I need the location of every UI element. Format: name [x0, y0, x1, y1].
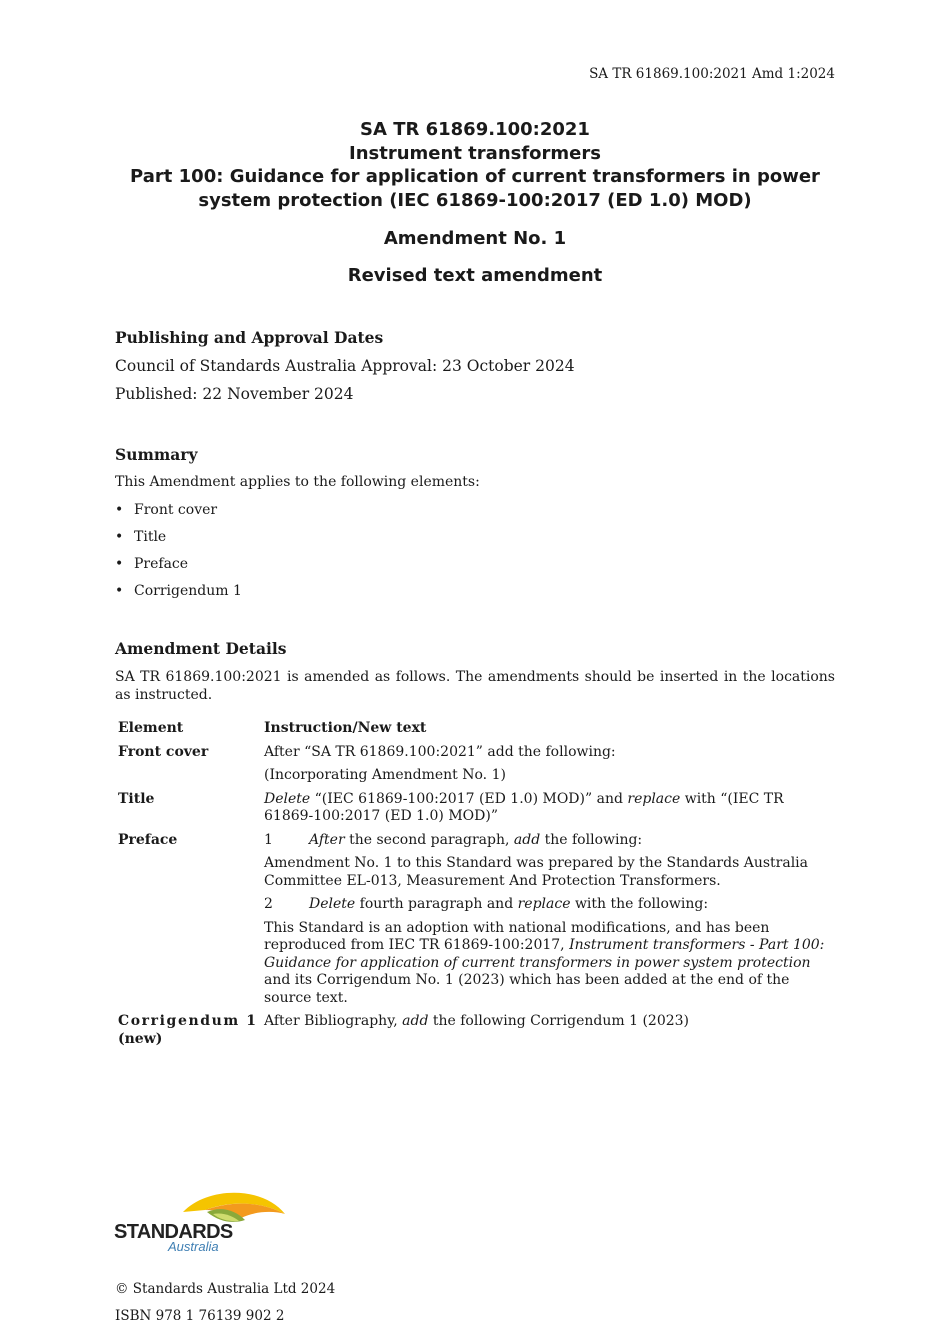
details-intro: SA TR 61869.100:2021 is amended as follows. The amendments should be inserted in the locations as instructed.	[115, 669, 835, 703]
title-part-line-2: system protection (IEC 61869-100:2017 (ED 1.0) MOD)	[198, 189, 752, 211]
preface-item-2	[261, 894, 837, 918]
preface-item-1-end: the following:	[540, 831, 643, 848]
list-item: • Title	[115, 527, 242, 554]
preface-item-2-end: with the following:	[570, 896, 709, 912]
copyright: © Standards Australia Ltd 2024	[115, 1281, 336, 1297]
title-series: Instrument transformers	[349, 142, 601, 164]
summary-intro: This Amendment applies to the following elements:	[115, 474, 480, 490]
amendment-table	[115, 718, 837, 1052]
after-keyword: After	[309, 831, 345, 848]
amendment-type: Revised text amendment	[347, 265, 603, 286]
delete-keyword: Delete	[264, 790, 311, 807]
title-instruction-end: with “(IEC TR 61869-100:2017 (ED 1.0) MOD)”	[264, 790, 784, 824]
preface-item-1-middle: the second paragraph,	[344, 831, 514, 848]
preface-item-2-text	[261, 918, 837, 1012]
approval-date: Council of Standards Australia Approval: 23 October 2024	[115, 357, 575, 375]
list-item: • Corrigendum 1	[115, 581, 242, 608]
header-reference: SA TR 61869.100:2021 Amd 1:2024	[589, 66, 835, 82]
add-keyword: add	[513, 831, 541, 848]
table-row	[115, 789, 837, 830]
corrigendum-instruction-b: the following Corrigendum 1 (2023)	[428, 1013, 690, 1029]
preface-item-2-text-b: and its Corrigendum No. 1 (2023) which has been added at the end of the source text.	[264, 972, 790, 1006]
front-cover-text: (Incorporating Amendment No. 1)	[264, 767, 506, 783]
title-block	[115, 118, 835, 286]
amendment-number: Amendment No. 1	[383, 228, 567, 249]
preface-item-1-text: Amendment No. 1 to this Standard was prepared by the Standards Australia Committee EL-013, Measurement And Protection Transformers.	[264, 855, 809, 889]
preface-item-2-middle: fourth paragraph and	[355, 896, 518, 912]
list-item: • Front cover	[115, 500, 242, 527]
isbn: ISBN 978 1 76139 902 2	[115, 1308, 285, 1324]
table-row	[115, 830, 837, 854]
summary-heading: Summary	[115, 445, 198, 464]
corrigendum-new-label: (new)	[118, 1030, 163, 1047]
corrigendum-instruction-a: After Bibliography,	[264, 1013, 403, 1029]
element-title: Title	[118, 790, 155, 807]
logo-word-australia: Australia	[168, 1239, 219, 1254]
title-part-line-1: Part 100: Guidance for application of current transformers in power	[130, 166, 820, 187]
item-number: 1	[264, 831, 273, 848]
element-front-cover: Front cover	[118, 743, 209, 760]
replace-keyword: replace	[627, 790, 681, 807]
title-standard-number: SA TR 61869.100:2021	[360, 119, 590, 140]
element-preface: Preface	[118, 831, 178, 848]
preface-item-1	[261, 830, 837, 854]
table-header-row	[115, 718, 837, 742]
item-number: 2	[264, 896, 273, 912]
column-header-element: Element	[118, 720, 184, 736]
published-date: Published: 22 November 2024	[115, 385, 354, 403]
element-corrigendum	[115, 1011, 261, 1052]
replace-keyword: replace	[517, 896, 571, 912]
preface-item-2-text-a: This Standard is an adoption with national modifications, and has been reproduced from IEC TR 61869-100:2017,	[264, 919, 770, 953]
title-instruction-middle: “(IEC 61869-100:2017 (ED 1.0) MOD)” and	[310, 790, 628, 807]
standards-australia-logo	[113, 1188, 288, 1254]
title-instruction	[261, 789, 837, 830]
logo-word-standards: STANDARDS	[114, 1221, 233, 1243]
front-cover-instruction: After “SA TR 61869.100:2021” add the following:	[264, 743, 616, 760]
details-heading: Amendment Details	[115, 639, 287, 658]
table-row	[115, 742, 837, 766]
source-title: Instrument transformers - Part 100: Guidance for application of current transformers in power system protection	[264, 937, 825, 971]
table-row	[115, 1011, 837, 1052]
list-item: • Preface	[115, 554, 242, 581]
delete-keyword: Delete	[309, 896, 356, 912]
dates-heading: Publishing and Approval Dates	[115, 328, 384, 347]
add-keyword: add	[402, 1013, 429, 1029]
summary-list	[115, 500, 242, 608]
corrigendum-label: Corrigendum 1	[118, 1013, 258, 1029]
column-header-instruction: Instruction/New text	[264, 720, 427, 736]
corrigendum-instruction	[261, 1011, 837, 1052]
